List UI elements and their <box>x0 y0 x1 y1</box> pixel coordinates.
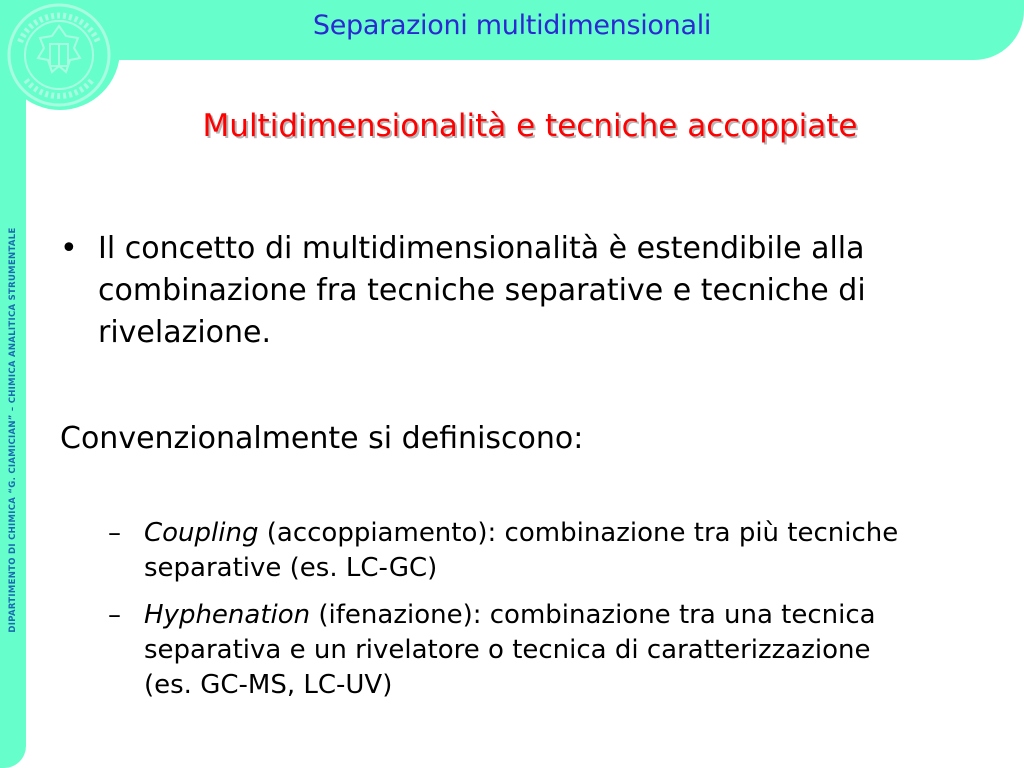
sub-item-hyphenation <box>108 598 908 703</box>
sub-item-term: Coupling <box>144 518 259 548</box>
intro-text: Convenzionalmente si definiscono: <box>60 421 584 456</box>
dash-symbol: – <box>108 518 121 548</box>
sub-item-description: (ifenazione): combinazione tra una tecnica separativa e un rivelatore o tecnica di caratterizzazione (es. GC-MS, LC-UV) <box>144 600 876 700</box>
sub-item-term: Hyphenation <box>144 600 311 630</box>
sub-item-text <box>144 516 908 586</box>
sub-item-text <box>144 598 908 703</box>
bullet-item <box>60 228 940 354</box>
sub-item-coupling <box>108 516 908 586</box>
bullet-symbol: • <box>60 231 78 266</box>
section-title: Multidimensionalità e tecniche accoppiate <box>202 108 858 144</box>
department-vertical-label: DIPARTIMENTO DI CHIMICA “G. CIAMICIAN” – CHIMICA ANALITICA STRUMENTALE <box>8 227 18 633</box>
header-title-text: Separazioni multidimensionali <box>312 10 712 41</box>
bullet-text: Il concetto di multidimensionalità è estendibile alla combinazione fra tecniche separative e tecniche di rivelazione. <box>98 231 866 350</box>
sub-item-description: (accoppiamento): combinazione tra più tecniche separative (es. LC-GC) <box>144 518 899 583</box>
dash-symbol: – <box>108 600 121 630</box>
